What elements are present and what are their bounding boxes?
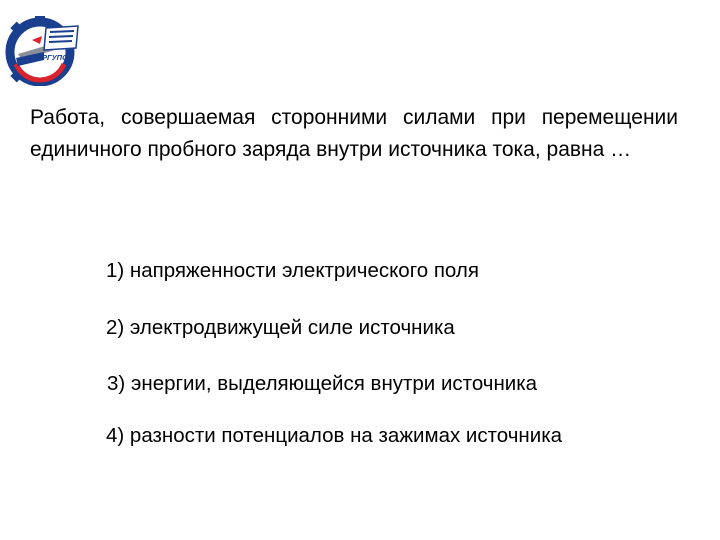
answer-option-2[interactable]: 2) электродвижущей силе источника [106,316,455,339]
answer-option-4[interactable]: 4) разности потенциалов на зажимах источника [106,424,563,447]
logo-plate [44,26,78,50]
logo-graphic [2,14,80,86]
university-logo-icon [2,14,80,86]
logo-text: РГУПС [42,53,68,62]
answer-option-3[interactable]: 3) энергии, выделяющейся внутри источника [107,372,538,395]
question-text: Работа, совершаемая сторонними силами при перемещении единичного пробного заряда внутри источника тока, равна … [30,106,678,161]
answer-option-1[interactable]: 1) напряженности электрического поля [106,259,479,282]
